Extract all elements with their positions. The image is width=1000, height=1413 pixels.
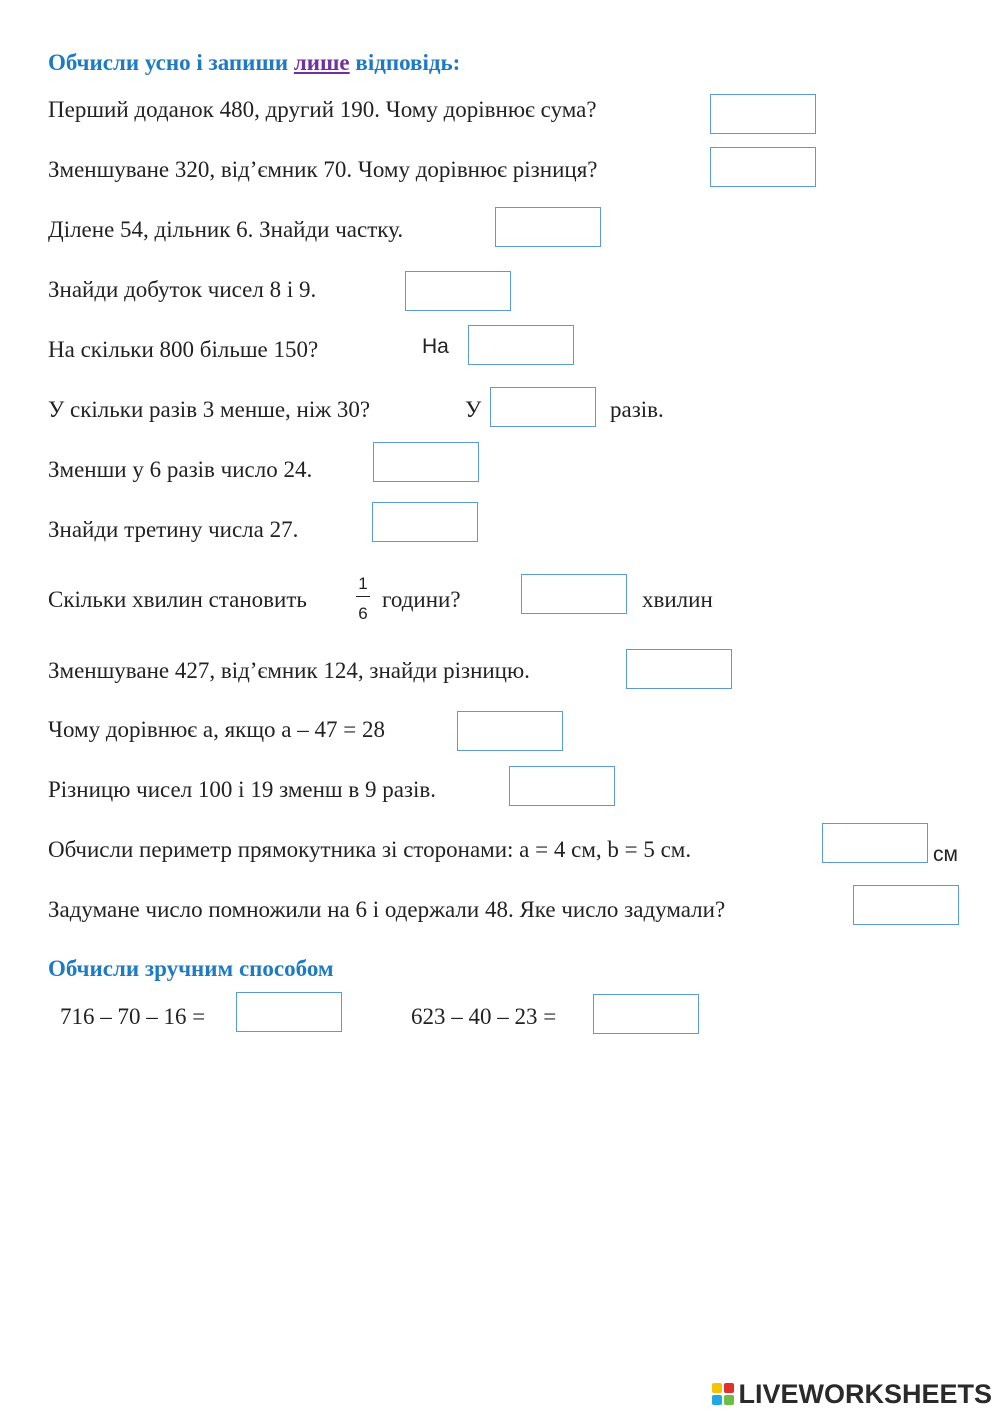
answer-box-2[interactable] xyxy=(710,147,816,187)
answer-box-11[interactable] xyxy=(457,711,563,751)
question-3-text: Ділене 54, дільник 6. Знайди частку. xyxy=(48,217,404,242)
question-1-text: Перший доданок 480, другий 190. Чому дорівнює сума? xyxy=(48,97,597,122)
instruction-heading xyxy=(48,50,460,76)
fraction-bar xyxy=(356,596,370,597)
answer-box-7[interactable] xyxy=(373,442,479,482)
question-9-text-after: години? xyxy=(382,587,461,612)
fraction-numerator: 1 xyxy=(358,574,368,593)
answer-box-13[interactable] xyxy=(822,823,928,863)
expression-1-answer[interactable] xyxy=(236,992,342,1032)
heading-part-2: відповідь: xyxy=(349,50,461,75)
answer-box-14[interactable] xyxy=(853,885,959,925)
logo-tile-4 xyxy=(724,1395,734,1405)
question-13-suffix: см xyxy=(933,843,958,866)
fraction-denominator: 6 xyxy=(358,604,368,623)
question-14-text: Задумане число помножили на 6 і одержали 48. Яке число задумали? xyxy=(48,897,726,922)
logo-tile-1 xyxy=(712,1383,722,1393)
question-2-text: Зменшуване 320, від’ємник 70. Чому дорівнює різниця? xyxy=(48,157,598,182)
question-5-text: На скільки 800 більше 150? xyxy=(48,337,319,362)
logo-tile-3 xyxy=(712,1395,722,1405)
answer-box-8[interactable] xyxy=(372,502,478,542)
heading-part-1: Обчисли усно і запиши xyxy=(48,50,294,75)
answer-box-12[interactable] xyxy=(509,766,615,806)
answer-box-5[interactable] xyxy=(468,325,574,365)
answer-box-10[interactable] xyxy=(626,649,732,689)
question-12-text: Різницю чисел 100 і 19 зменш в 9 разів. xyxy=(48,777,437,802)
logo-text: LIVEWORKSHEETS xyxy=(738,1378,992,1409)
heading-emphasis: лише xyxy=(293,50,350,75)
question-11-text: Чому дорівнює а, якщо а – 47 = 28 xyxy=(48,717,385,742)
answer-box-9[interactable] xyxy=(521,574,627,614)
section-heading-convenient: Обчисли зручним способом xyxy=(48,956,334,981)
logo-tile-2 xyxy=(724,1383,734,1393)
logo-grid-icon xyxy=(712,1383,734,1405)
expression-2: 623 – 40 – 23 = xyxy=(411,1004,557,1029)
question-10-text: Зменшуване 427, від’ємник 124, знайди різницю. xyxy=(48,658,530,683)
question-6-suffix: разів. xyxy=(610,397,664,422)
answer-box-3[interactable] xyxy=(495,207,601,247)
question-6-text: У скільки разів 3 менше, ніж 30? xyxy=(48,397,371,422)
question-5-prefix: На xyxy=(422,335,449,358)
answer-box-4[interactable] xyxy=(405,271,511,311)
question-8-text: Знайди третину числа 27. xyxy=(48,517,299,542)
question-4-text: Знайди добуток чисел 8 і 9. xyxy=(48,277,317,302)
question-9-suffix: хвилин xyxy=(642,587,713,612)
answer-box-1[interactable] xyxy=(710,94,816,134)
expression-1: 716 – 70 – 16 = xyxy=(60,1004,206,1029)
question-9-text-before: Скільки хвилин становить xyxy=(48,587,307,612)
question-7-text: Зменши у 6 разів число 24. xyxy=(48,457,313,482)
expression-2-answer[interactable] xyxy=(593,994,699,1034)
question-6-prefix: У xyxy=(465,397,482,422)
question-13-text: Обчисли периметр прямокутника зі сторонами: а = 4 см, b = 5 см. xyxy=(48,837,692,862)
answer-box-6[interactable] xyxy=(490,387,596,427)
liveworksheets-logo xyxy=(712,1379,992,1409)
